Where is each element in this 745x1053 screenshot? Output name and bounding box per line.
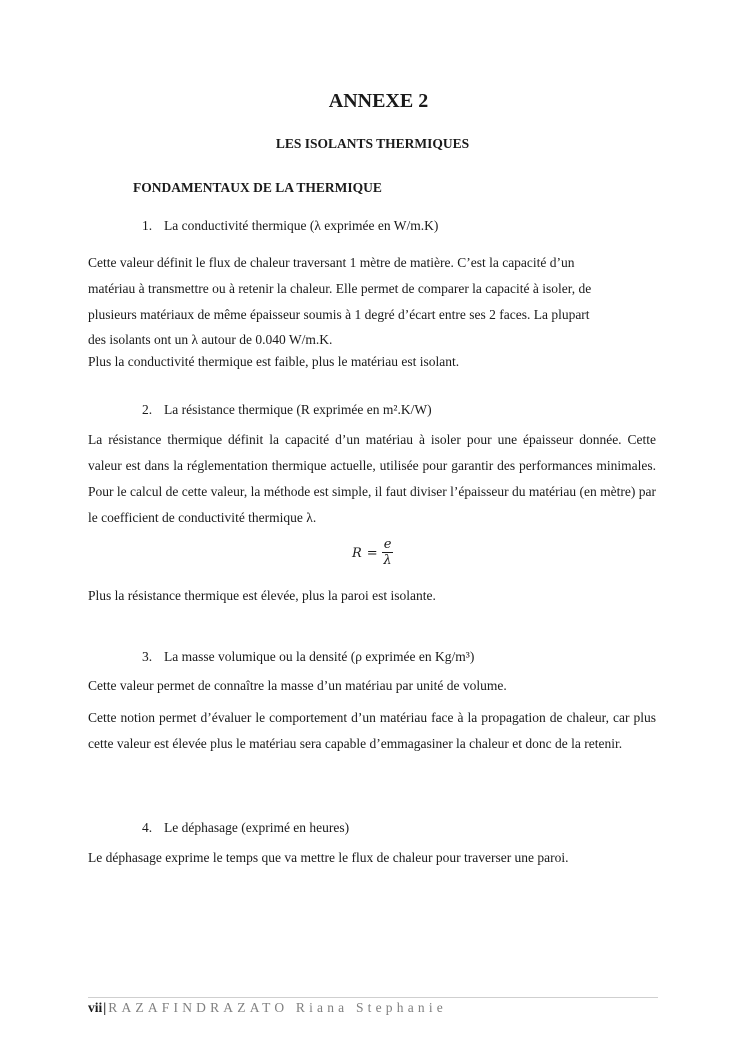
item-2-title: La résistance thermique (R exprimée en m².K/W): [164, 402, 432, 417]
item-1-heading: [142, 218, 438, 234]
formula-equals: =: [366, 545, 378, 561]
item-1-line: Cette valeur définit le flux de chaleur traversant 1 mètre de matière. C’est la capacité d’un: [88, 255, 575, 270]
item-1-line: Plus la conductivité thermique est faible, plus le matériau est isolant.: [88, 354, 460, 369]
item-4-number: 4.: [142, 820, 153, 835]
page-subtitle: LES ISOLANTS THERMIQUES: [275, 136, 470, 151]
item-4-heading: [142, 820, 349, 836]
item-3-heading: [142, 649, 474, 665]
item-3-paragraph-1: Cette valeur permet de connaître la masse d’un matériau par unité de volume.: [88, 678, 507, 693]
item-1-line: matériau à transmettre ou à retenir la chaleur. Elle permet de comparer la capacité à isoler, de: [88, 281, 592, 296]
page-footer: [88, 1000, 447, 1016]
page-number: vii: [88, 1000, 103, 1015]
item-2-number: 2.: [142, 402, 153, 417]
formula-denominator: λ: [383, 553, 392, 568]
item-3-paragraph-2: Cette notion permet d’évaluer le comportement d’un matériau face à la propagation de chaleur, car plus cette valeur est élevée plus le matériau sera capable d’emmagasiner la chaleur et donc de la retenir.: [88, 710, 656, 751]
footer-author: RAZAFINDRAZATO Riana Stephanie: [108, 1000, 447, 1015]
item-1-line: des isolants ont un λ autour de 0.040 W/m.K.: [88, 332, 333, 347]
item-4-paragraph: Le déphasage exprime le temps que va mettre le flux de chaleur pour traverser une paroi.: [88, 850, 569, 865]
formula-fraction: [382, 538, 394, 568]
item-2-paragraph: La résistance thermique définit la capacité d’un matériau à isoler pour une épaisseur donnée. Cette valeur est dans la réglementation thermique actuelle, utilisée pour garantir des performances minimales. Pour le calcul de cette valeur, la méthode est simple, il faut diviser l’épaisseur du matériau (en mètre) par le coefficient de conductivité thermique λ.: [88, 432, 656, 525]
footer-separator: |: [103, 1000, 107, 1015]
formula-numerator: e: [383, 537, 392, 552]
item-4-title: Le déphasage (exprimé en heures): [164, 820, 350, 835]
page-title: ANNEXE 2: [328, 90, 429, 112]
item-3-number: 3.: [142, 649, 153, 664]
footer-divider: [88, 997, 658, 998]
item-1-title: La conductivité thermique (λ exprimée en W/m.K): [164, 218, 439, 233]
item-3-title: La masse volumique ou la densité (ρ exprimée en Kg/m³): [164, 649, 475, 664]
resistance-formula: [352, 538, 393, 568]
item-2-conclusion: Plus la résistance thermique est élevée, plus la paroi est isolante.: [88, 588, 436, 603]
section-heading: FONDAMENTAUX DE LA THERMIQUE: [133, 180, 382, 195]
formula-lhs: R: [352, 545, 362, 561]
item-1-number: 1.: [142, 218, 153, 233]
item-2-heading: [142, 402, 432, 418]
item-1-line: plusieurs matériaux de même épaisseur soumis à 1 degré d’écart entre ses 2 faces. La plupart: [88, 307, 590, 322]
item-1-body: [88, 250, 656, 372]
